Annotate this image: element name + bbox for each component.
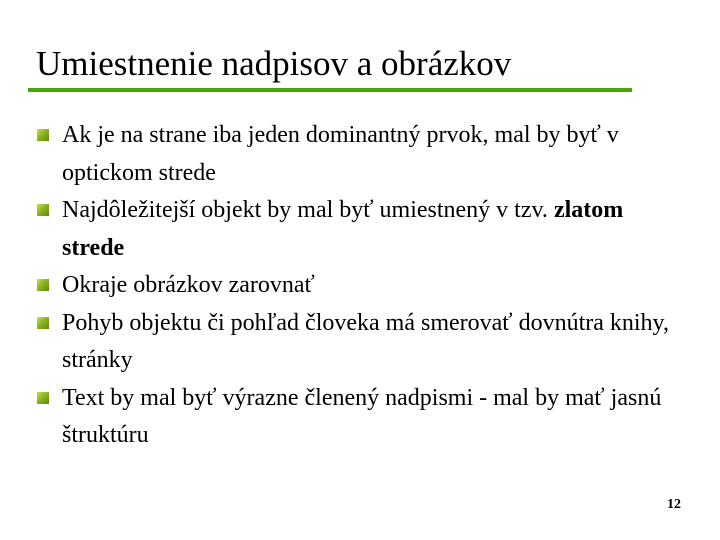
bullet-list <box>35 117 675 455</box>
bullet-item <box>35 380 675 455</box>
square-bullet-icon <box>37 129 49 141</box>
bullet-text: Ak je na strane iba jeden dominantný prvok, mal by byť v optickom strede <box>62 122 619 186</box>
bullet-bold-text: zlatom strede <box>62 197 624 261</box>
square-bullet-icon <box>37 204 49 216</box>
square-bullet-icon <box>37 279 49 291</box>
bullet-item <box>35 305 675 380</box>
bullet-text: Okraje obrázkov zarovnať <box>62 272 315 298</box>
bullet-text: Text by mal byť výrazne členený nadpismi - mal by mať jasnú štruktúru <box>62 384 662 448</box>
bullet-item <box>35 192 675 267</box>
square-bullet-icon <box>37 317 49 329</box>
bullet-text: Pohyb objektu či pohľad človeka má smerovať dovnútra knihy, stránky <box>62 309 669 373</box>
bullet-item <box>35 267 675 305</box>
bullet-item <box>35 117 675 192</box>
slide-title: Umiestnenie nadpisov a obrázkov <box>36 44 512 83</box>
square-bullet-icon <box>37 392 49 404</box>
page-number: 12 <box>667 497 681 512</box>
bullet-text: Najdôležitejší objekt by mal byť umiestnený v tzv. <box>62 197 554 223</box>
title-underline <box>28 88 632 92</box>
